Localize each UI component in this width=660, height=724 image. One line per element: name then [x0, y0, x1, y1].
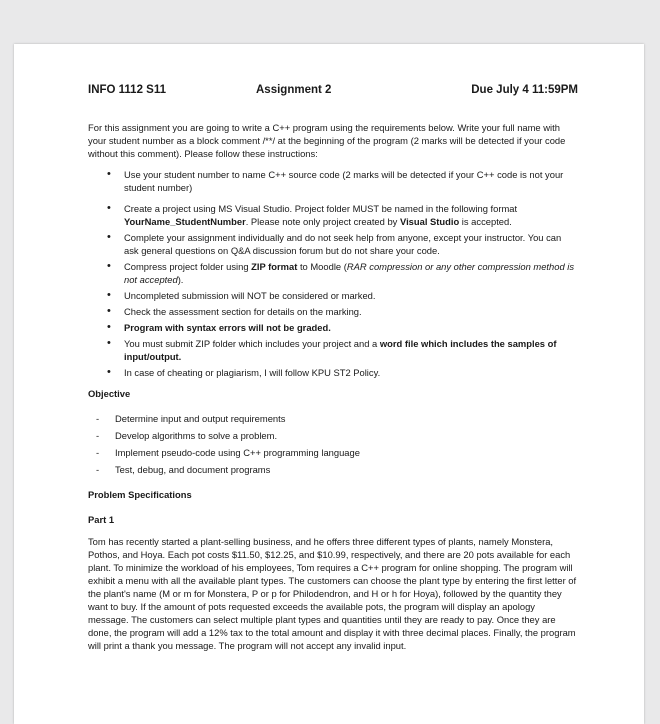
rule-text: to Moodle (: [297, 261, 347, 272]
list-item: [88, 168, 578, 194]
rule-text: . Please note only project created by: [245, 216, 400, 227]
rule-text: Complete your assignment individually and do not seek help from anyone, except your instructor. You can ask general questions on Q&A discussion forum but do not share your code.: [124, 232, 562, 256]
list-item: - Test, debug, and document programs: [88, 463, 578, 476]
rule-bold: ZIP format: [251, 261, 298, 272]
list-item: [88, 260, 578, 286]
rule-text: Create a project using MS Visual Studio. Project folder MUST be named in the following format: [124, 203, 518, 214]
list-item: [88, 366, 578, 379]
rule-text: In case of cheating or plagiarism, I will follow KPU ST2 Policy.: [124, 367, 381, 378]
rule-text: Check the assessment section for details on the marking.: [124, 306, 362, 317]
rule-text: Use your student number to name C++ source code (2 marks will be detected if your C++ code is not your student number): [124, 169, 564, 193]
problem-specifications-heading: Problem Specifications: [88, 489, 192, 500]
list-item: [88, 289, 578, 302]
objective-list: [88, 412, 578, 476]
intro-paragraph: For this assignment you are going to write a C++ program using the requirements below. Write your full name with your student number as a block comment /**/ at the beginning of the program (2 marks will be detected if your code without this comment). Please follow these instructions:: [88, 122, 566, 159]
rule-bold: word file which includes the samples of input/output.: [124, 338, 557, 362]
list-item: - Determine input and output requirements: [88, 412, 578, 425]
rule-text: ).: [177, 274, 184, 285]
assignment-header: [88, 84, 578, 104]
instructions-list: [88, 168, 578, 379]
due-date: Due July 4 11:59PM: [471, 84, 578, 96]
objective-heading: Objective: [88, 388, 131, 399]
list-item: [88, 337, 578, 363]
document-content: [88, 84, 578, 652]
part-1-heading: Part 1: [88, 514, 115, 525]
list-item: [88, 305, 578, 318]
rule-bold: Program with syntax errors will not be graded.: [124, 322, 331, 333]
rule-text: Uncompleted submission will NOT be considered or marked.: [124, 290, 376, 301]
list-item: - Develop algorithms to solve a problem.: [88, 429, 578, 442]
document-page: [14, 44, 644, 724]
assignment-title: Assignment 2: [256, 84, 332, 96]
rule-bold: YourName_StudentNumber: [124, 216, 246, 227]
rule-text: You must submit ZIP folder which includes your project and a: [124, 338, 380, 349]
rule-text: is accepted.: [459, 216, 512, 227]
rule-text: Compress project folder using: [124, 261, 252, 272]
list-item: - Implement pseudo-code using C++ programming language: [88, 446, 578, 459]
rule-bold: Visual Studio: [399, 216, 460, 227]
list-item: [88, 202, 578, 228]
rule-italic: RAR compression or any other compression method is not accepted: [124, 261, 575, 285]
list-item: [88, 231, 578, 257]
course-code: INFO 1112 S11: [88, 84, 167, 96]
list-item: [88, 321, 578, 334]
part-1-paragraph: Tom has recently started a plant-selling business, and he offers three different types of plants, namely Monstera, Pothos, and Hoya. Each pot costs $11.50, $12.25, and $10.99, respectively, and there are 20 pots available for each plant. To minimize the workload of his employees, Tom requires a C++ program for online shopping. The program will exhibit a menu with all the available plant types. The customers can choose the plant type by entering the first letter of the plant's name (M or m for Monstera, P or p for Philodendron, and H or h for Hoya), followed by the quantity they want to buy. If the amount of pots requested exceeds the available pots, the program will display an apology message. The customers can select multiple plant types and quantities until they are ready to pay. Once they are done, the program will add a 12% tax to the total amount and display it with three decimal places. Finally, the program will print a thank you message. The program will not accept any invalid input.: [88, 536, 577, 651]
